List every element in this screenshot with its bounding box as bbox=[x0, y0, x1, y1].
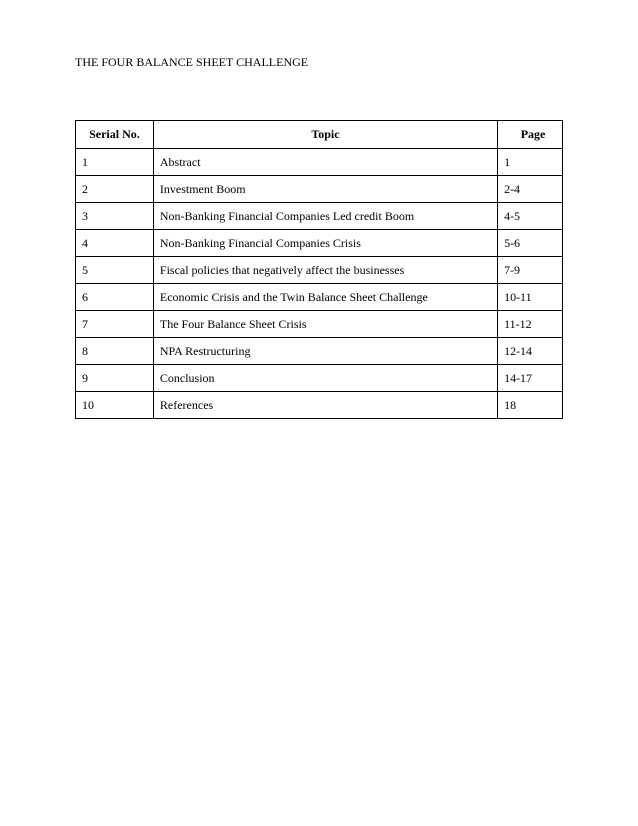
topic-cell: Non-Banking Financial Companies Crisis bbox=[153, 230, 497, 257]
page-cell: 11-12 bbox=[498, 311, 563, 338]
table-row bbox=[76, 365, 563, 392]
page-cell: 1 bbox=[498, 149, 563, 176]
table-row bbox=[76, 311, 563, 338]
table-row bbox=[76, 203, 563, 230]
serial-cell: 3 bbox=[76, 203, 154, 230]
document-header-title: THE FOUR BALANCE SHEET CHALLENGE bbox=[75, 55, 309, 69]
serial-cell: 1 bbox=[76, 149, 154, 176]
table-header-row bbox=[76, 121, 563, 149]
table-of-contents bbox=[75, 120, 563, 419]
table-row bbox=[76, 338, 563, 365]
serial-cell: 7 bbox=[76, 311, 154, 338]
topic-cell: Conclusion bbox=[153, 365, 497, 392]
table-row bbox=[76, 149, 563, 176]
table-row bbox=[76, 176, 563, 203]
table-row bbox=[76, 392, 563, 419]
page-cell: 4-5 bbox=[498, 203, 563, 230]
table-body bbox=[76, 149, 563, 419]
table-row bbox=[76, 230, 563, 257]
table-row bbox=[76, 284, 563, 311]
topic-cell: NPA Restructuring bbox=[153, 338, 497, 365]
page-cell: 7-9 bbox=[498, 257, 563, 284]
serial-cell: 10 bbox=[76, 392, 154, 419]
page-cell: 14-17 bbox=[498, 365, 563, 392]
topic-cell: References bbox=[153, 392, 497, 419]
topic-cell: Economic Crisis and the Twin Balance Sheet Challenge bbox=[153, 284, 497, 311]
serial-cell: 5 bbox=[76, 257, 154, 284]
serial-cell: 2 bbox=[76, 176, 154, 203]
page-cell: 5-6 bbox=[498, 230, 563, 257]
topic-cell: Investment Boom bbox=[153, 176, 497, 203]
page-cell: 10-11 bbox=[498, 284, 563, 311]
topic-cell: The Four Balance Sheet Crisis bbox=[153, 311, 497, 338]
column-header-page: Page bbox=[498, 121, 563, 149]
serial-cell: 9 bbox=[76, 365, 154, 392]
table-row bbox=[76, 257, 563, 284]
page-cell: 12-14 bbox=[498, 338, 563, 365]
serial-cell: 8 bbox=[76, 338, 154, 365]
column-header-serial: Serial No. bbox=[76, 121, 154, 149]
column-header-topic: Topic bbox=[153, 121, 497, 149]
serial-cell: 6 bbox=[76, 284, 154, 311]
topic-cell: Fiscal policies that negatively affect the businesses bbox=[153, 257, 497, 284]
topic-cell: Abstract bbox=[153, 149, 497, 176]
serial-cell: 4 bbox=[76, 230, 154, 257]
topic-cell: Non-Banking Financial Companies Led credit Boom bbox=[153, 203, 497, 230]
page-cell: 2-4 bbox=[498, 176, 563, 203]
page-cell: 18 bbox=[498, 392, 563, 419]
